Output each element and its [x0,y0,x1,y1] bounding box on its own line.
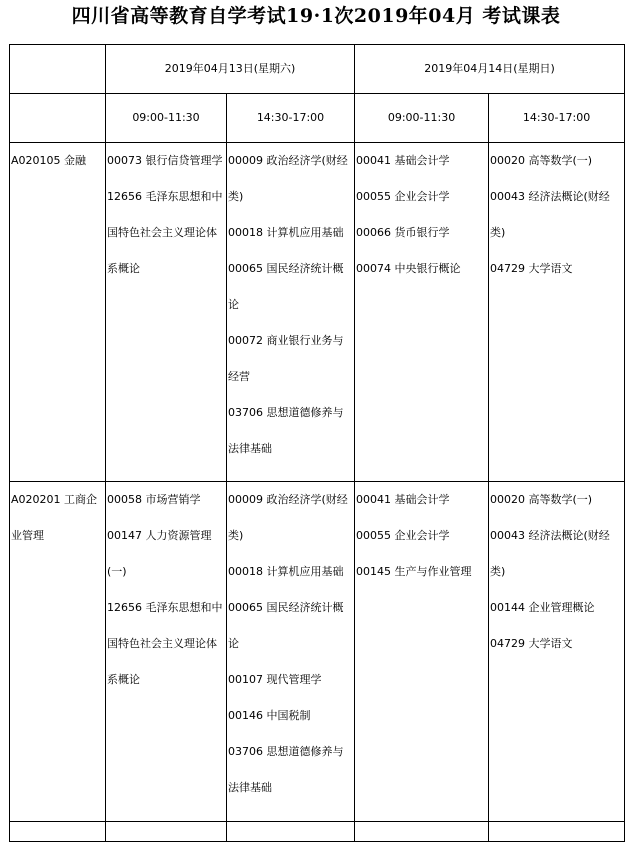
course-item: 04729 大学语文 [490,637,573,650]
course-cell [489,482,625,822]
empty-cell [489,822,625,842]
major-cell [10,143,106,482]
empty-cell [10,822,106,842]
course-cell [106,143,227,482]
page-title: 四川省高等教育自学考试19·1次2019年04月 考试课表 [71,5,561,27]
major-cell [10,482,106,822]
course-item: 00043 经济法概论(财经类) [490,190,610,239]
course-item: 00020 高等数学(一) [490,154,593,167]
course-item: 00066 货币银行学 [356,226,450,239]
course-item: 12656 毛泽东思想和中国特色社会主义理论体系概论 [107,601,223,686]
course-cell [489,143,625,482]
course-item: 00058 市场营销学 [107,493,201,506]
major-row [10,482,625,822]
time-header-cell [106,94,227,143]
course-item: 00145 生产与作业管理 [356,565,472,578]
course-item: 00041 基础会计学 [356,493,450,506]
time-header-cell [489,94,625,143]
course-item: 00020 高等数学(一) [490,493,593,506]
course-item: 00055 企业会计学 [356,529,450,542]
course-item: 00065 国民经济统计概论 [228,601,344,650]
course-item: 00055 企业会计学 [356,190,450,203]
date-header-cell [106,45,355,94]
time-label: 14:30-17:00 [256,111,325,124]
time-header-cell [355,94,489,143]
time-label: 09:00-11:30 [387,111,456,124]
continuation-row [10,822,625,842]
course-item: 00074 中央银行概论 [356,262,461,275]
course-item: 00018 计算机应用基础 [228,226,344,239]
course-item: 00043 经济法概论(财经类) [490,529,610,578]
course-item: 00072 商业银行业务与经营 [228,334,344,383]
course-item: 00009 政治经济学(财经类) [228,493,348,542]
date-label: 2019年04月14日(星期日) [424,62,555,75]
course-item: 03706 思想道德修养与法律基础 [228,406,344,455]
time-label: 09:00-11:30 [132,111,200,124]
major-row [10,143,625,482]
course-item: 00107 现代管理学 [228,673,322,686]
corner-cell [10,45,106,94]
empty-cell [355,822,489,842]
course-item: 00065 国民经济统计概论 [228,262,344,311]
time-label: 14:30-17:00 [522,111,591,124]
course-cell [355,143,489,482]
empty-cell [227,822,355,842]
course-item: 04729 大学语文 [490,262,573,275]
time-header-row [10,94,625,143]
course-cell [355,482,489,822]
course-cell [227,482,355,822]
date-header-row [10,45,625,94]
course-item: 12656 毛泽东思想和中国特色社会主义理论体系概论 [107,190,223,275]
course-item: 00018 计算机应用基础 [228,565,344,578]
major-label: A020201 工商企业管理 [11,493,98,542]
course-item: 00144 企业管理概论 [490,601,595,614]
course-item: 00146 中国税制 [228,709,311,722]
course-item: 00009 政治经济学(财经类) [228,154,348,203]
empty-cell [106,822,227,842]
exam-schedule-table [9,44,625,842]
course-item: 03706 思想道德修养与法律基础 [228,745,344,794]
major-label: A020105 金融 [11,154,87,167]
course-cell [106,482,227,822]
course-cell [227,143,355,482]
course-item: 00073 银行信贷管理学 [107,154,223,167]
course-item: 00147 人力资源管理(一) [107,529,212,578]
corner-cell [10,94,106,143]
date-header-cell [355,45,625,94]
course-item: 00041 基础会计学 [356,154,450,167]
time-header-cell [227,94,355,143]
date-label: 2019年04月13日(星期六) [164,62,296,75]
